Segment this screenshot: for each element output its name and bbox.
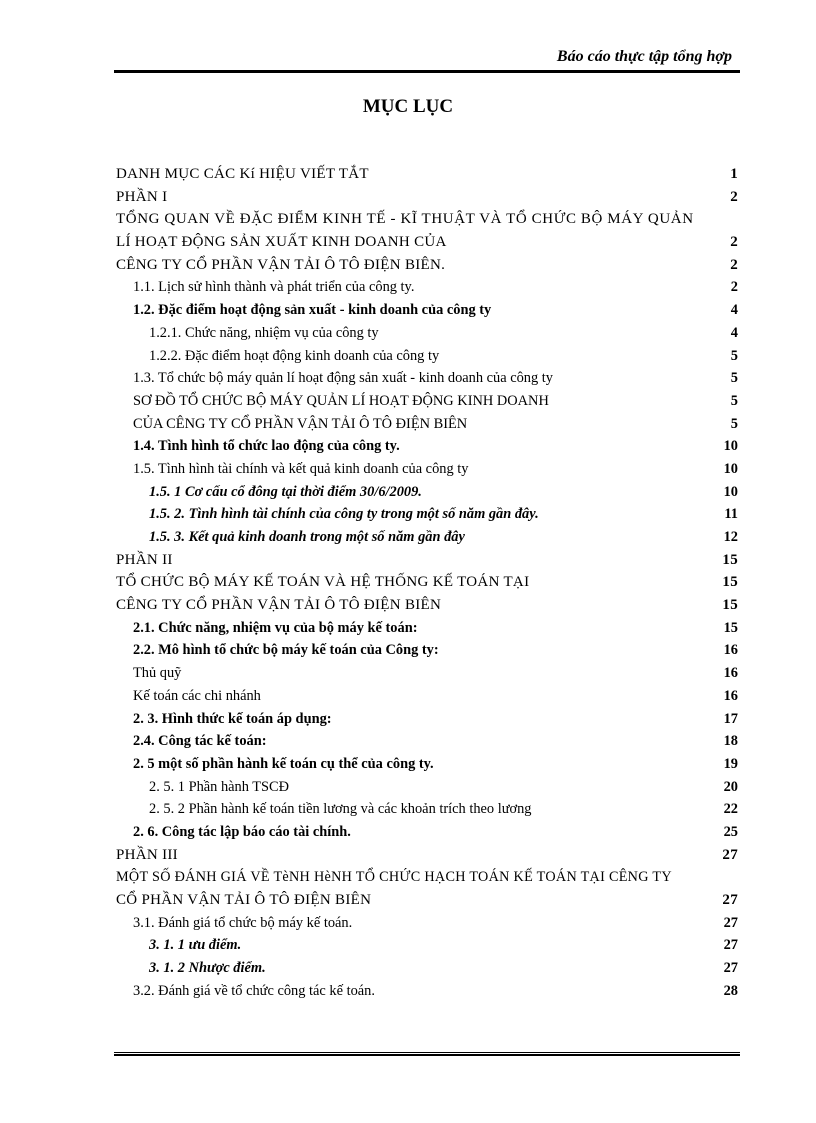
toc-entry[interactable]: 1.2. Đặc điểm hoạt động sản xuất - kinh doanh của công ty 4 xyxy=(133,302,738,319)
toc-entry[interactable]: 3. 1. 2 Nhược điểm. 27 xyxy=(149,960,738,977)
toc-entry[interactable]: 2. 3. Hình thức kế toán áp dụng: 17 xyxy=(133,710,738,727)
toc-entry[interactable]: 2. 5 một số phần hành kế toán cụ thể của công ty. 19 xyxy=(133,755,738,772)
toc-entry[interactable]: 1.5. Tình hình tài chính và kết quả kinh doanh của công ty 10 xyxy=(133,460,738,477)
toc-entry[interactable]: 1.4. Tình hình tổ chức lao động của công ty. 10 xyxy=(133,438,738,455)
toc-entry[interactable]: 1.3. Tổ chức bộ máy quản lí hoạt động sản xuất - kinh doanh của công ty 5 xyxy=(133,370,738,387)
toc-entry[interactable]: CÊNG TY CỔ PHẦN VẬN TẢI Ô TÔ ĐIỆN BIÊN 15 xyxy=(116,597,738,614)
toc-entry[interactable]: 1.5. 1 Cơ cấu cổ đông tại thời điểm 30/6/2009. 10 xyxy=(149,483,738,500)
toc-entry[interactable]: DANH MỤC CÁC Kí HIỆU VIẾT TẮT 1 xyxy=(116,166,738,182)
toc-entry[interactable]: Thủ quỹ 16 xyxy=(133,665,738,682)
table-of-contents xyxy=(116,163,738,1002)
toc-entry[interactable]: 1.2.1. Chức năng, nhiệm vụ của công ty 4 xyxy=(149,324,738,341)
page-title: MỤC LỤC xyxy=(362,96,454,117)
toc-entry[interactable]: LÍ HOẠT ĐỘNG SẢN XUẤT KINH DOANH CỦA 2 xyxy=(116,234,738,251)
toc-entry[interactable]: 2. 5. 2 Phần hành kế toán tiền lương và các khoản trích theo lương 22 xyxy=(149,801,738,818)
toc-entry[interactable]: 2.4. Công tác kế toán: 18 xyxy=(133,733,738,750)
toc-entry[interactable]: PHẦN II 15 xyxy=(116,551,738,568)
toc-entry[interactable]: 1.1. Lịch sử hình thành và phát triển của công ty. 2 xyxy=(133,279,738,296)
toc-entry[interactable]: 3. 1. 1 ưu điểm. 27 xyxy=(149,937,738,954)
toc-entry[interactable]: 1.5. 2. Tình hình tài chính của công ty trong một số năm gần đây. 11 xyxy=(149,506,738,523)
toc-entry[interactable]: 3.1. Đánh giá tổ chức bộ máy kế toán. 27 xyxy=(133,914,738,931)
toc-entry[interactable]: MỘT SỐ ĐÁNH GIÁ VỀ TèNH HèNH TỔ CHỨC HẠCH TOÁN KẾ TOÁN TẠI CÊNG TY xyxy=(116,869,672,886)
header-rule xyxy=(114,70,740,73)
toc-entry[interactable]: 2. 6. Công tác lập báo cáo tài chính. 25 xyxy=(133,823,738,840)
running-header: Báo cáo thực tập tổng hợp xyxy=(556,48,732,65)
toc-entry[interactable]: PHẦN I 2 xyxy=(116,188,738,205)
toc-entry[interactable]: 2.2. Mô hình tổ chức bộ máy kế toán của Công ty: 16 xyxy=(133,642,738,659)
toc-entry[interactable]: 2. 5. 1 Phần hành TSCĐ 20 xyxy=(149,778,738,795)
footer-rule xyxy=(114,1052,740,1056)
toc-entry[interactable]: SƠ ĐỒ TỔ CHỨC BỘ MÁY QUẢN LÍ HOẠT ĐỘNG KINH DOANH 5 xyxy=(133,392,738,409)
toc-entry[interactable]: Kế toán các chi nhánh 16 xyxy=(133,687,738,704)
toc-entry[interactable]: 1.5. 3. Kết quả kinh doanh trong một số năm gần đây 12 xyxy=(149,529,738,545)
toc-entry[interactable]: CÊNG TY CỔ PHẦN VẬN TẢI Ô TÔ ĐIỆN BIÊN. 2 xyxy=(116,256,738,273)
toc-entry[interactable]: 1.2.2. Đặc điểm hoạt động kinh doanh của công ty 5 xyxy=(149,347,738,364)
toc-entry[interactable]: CỦA CÊNG TY CỔ PHẦN VẬN TẢI Ô TÔ ĐIỆN BIÊN 5 xyxy=(133,415,738,432)
toc-entry[interactable]: 3.2. Đánh giá về tổ chức công tác kế toán. 28 xyxy=(133,982,738,999)
toc-entry[interactable]: TỔ CHỨC BỘ MÁY KẾ TOÁN VÀ HỆ THỐNG KẾ TOÁN TẠI 15 xyxy=(116,574,738,591)
toc-entry[interactable]: TỔNG QUAN VỀ ĐẶC ĐIỂM KINH TẾ - KĨ THUẬT VÀ TỔ CHỨC BỘ MÁY QUẢN xyxy=(116,211,694,228)
toc-entry[interactable]: PHẦN III 27 xyxy=(116,846,738,863)
toc-entry[interactable]: 2.1. Chức năng, nhiệm vụ của bộ máy kế toán: 15 xyxy=(133,619,738,636)
toc-entry[interactable]: CỔ PHẦN VẬN TẢI Ô TÔ ĐIỆN BIÊN 27 xyxy=(116,892,738,908)
